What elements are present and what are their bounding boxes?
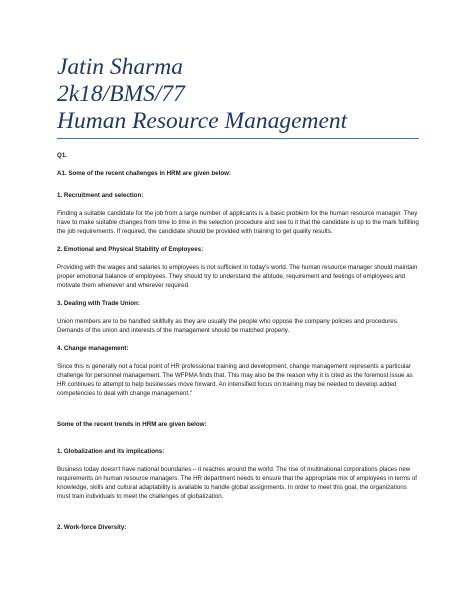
section-heading-change: 4. Change management: xyxy=(57,345,129,352)
title-divider xyxy=(57,138,419,139)
answer-heading: A1. Some of the recent challenges in HRM are given below: xyxy=(57,170,231,177)
section-body-change: Since this is generally not a focal point of HR professional training and development, change management represents a particular challenge for personnel management. The WFPMA finds that. This may also be the reason why it is cited as the foremost issue as HR continues to attempt to help businesses move forward. An intensified focus on training may be needed to develop added competencies to deal with change management." xyxy=(57,363,413,397)
trend-heading-workforce: 2. Work-force Diversity: xyxy=(57,524,127,531)
roll-number: 2k18/BMS/77 xyxy=(57,81,185,107)
subject-title: Human Resource Management xyxy=(57,108,348,134)
section-heading-recruitment: 1. Recruitment and selection: xyxy=(57,192,144,199)
section-body-emotional: Providing with the wages and salaries to employees is not sufficient in today's world. The human resource manager should maintain proper emotional balance of employees. They should try to understand the attitude, requirement and feelings of employees and motivate them whenever and wherever required. xyxy=(57,264,418,289)
question-label: Q1. xyxy=(57,152,67,159)
title-block xyxy=(57,54,420,135)
section-body-recruitment: Finding a suitable candidate for the job from a large number of applicants is a basic problem for the human resource manager. They have to make suitable changes from time to time in the selection procedure and see to it that the candidate is up to the mark fulfilling the job requirements. If required, the candidate should be provided with training to get quality results. xyxy=(57,210,419,235)
trend-body-globalization: Business today doesn't have national boundaries – it reaches around the world. The rise of multinational corporations places new requirements on human resource managers. The HR department needs to ensure that the appropriate mix of employees in terms of knowledge, skills and cultural adaptability is available to handle global assignments. In order to meet this goal, the organizations must train individuals to meet the challenges of globalization. xyxy=(57,466,417,500)
trend-heading-globalization: 1. Globalization and its implications: xyxy=(57,448,165,455)
section-body-trade-union: Union members are to be handled skillfully as they are usually the people who oppose the company policies and procedures. Demands of the union and interests of the management should be matched properly. xyxy=(57,318,399,334)
author-name: Jatin Sharma xyxy=(57,54,183,80)
section-heading-emotional: 2. Emotional and Physical Stability of Employees: xyxy=(57,246,204,253)
trends-heading: Some of the recent trends in HRM are given below: xyxy=(57,421,207,428)
section-heading-trade-union: 3. Dealing with Trade Union: xyxy=(57,300,140,307)
